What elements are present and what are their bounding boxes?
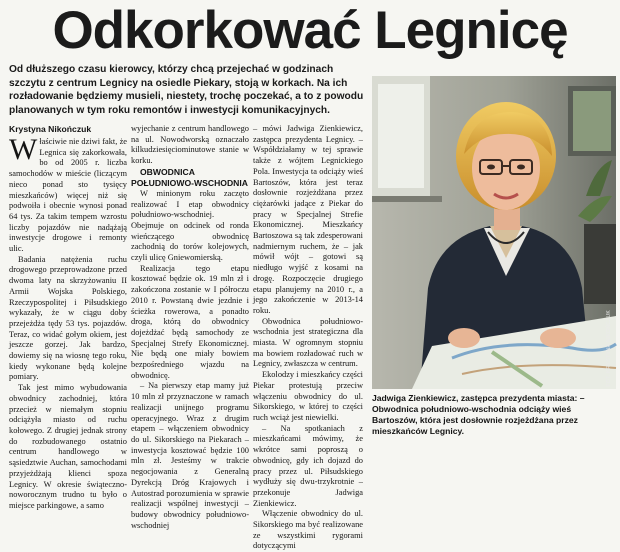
paragraph-9: Ekolodzy i mieszkańcy części Piekar protestują przeciw włączeniu obwodnicy do ul. Sikorskiego, w której to części ruch wciąż jest niewielki.: [253, 370, 363, 422]
paragraph-2: Badania natężenia ruchu drogowego przeprowadzone przed dwoma laty na skrzyżowaniu II Armii Wojska Polskiego, Rzeczypospolitej i Piłsudskiego wykazały, że w ciągu doby przejeżdża tędy 53 tys. pojazdów. Teraz, co widać gołym okiem, jest jeszcze gorzej. Jak bardzo, dowiemy się na wiosnę tego roku, kiedy wykonane będą kolejne pomiary.: [9, 254, 127, 382]
photo-caption: Jadwiga Zienkiewicz, zastępca prezydenta miasta: – Obwodnica południowo-wschodnia odciąży wieś Bartoszów, która jest dosłownie rozjeżdżana przez mieszkańców Legnicy.: [372, 393, 585, 436]
photo-credit: FOT. KRYSTYNA NIKOŃCZUK: [606, 310, 612, 387]
text-column-3: [253, 124, 363, 551]
paragraph-7: – mówi Jadwiga Zienkiewicz, zastępca prezydenta Legnicy. – Współdziałamy w tej sprawie także z wójtem Legnickiego Pola. Inwestycja ta odciąży wieś Bartoszów, która jest teraz dosłownie rozjeżdżana przez ciężarówki jadące z Piekar do pracy w Specjalnej Strefie Ekonomicznej. Mieszkańcy Bartoszowa są tak zdesperowani nadmiernym ruchem, że – jak mówił wójt – gotowi są niedługo wyjść z kosami na drogę. Rozpoczęcie drugiego etapu planujemy na 2010 r., a jego zakończenie w 2013-14 roku.: [253, 124, 363, 315]
headline: Odkorkować Legnicę: [52, 1, 568, 60]
paragraph-10: – Na spotkaniach z mieszkańcami mówimy, że wkrótce sami poproszą o obwodnicę, gdy ich dojazd do pracy przez ul. Piłsudskiego wydłuży się dwu-trzykrotnie – przekonuje Jadwiga Zienkiewicz.: [253, 423, 363, 508]
paragraph-3: Tak jest mimo wybudowania obwodnicy zachodniej, która przecież w niemałym stopniu odciążyła miasto od ruchu kołowego. Z drugiej jednak strony do rozbudowanego ostatnio centrum handlowego w sąsiedztwie Auchan, samochodami przyjeżdżają klienci spoza Legnicy. W okresie świąteczno-noworocznym trudno tu było o miejsce parkingowe, a samo: [9, 383, 127, 510]
paragraph-11: Włączenie obwodnicy do ul. Sikorskiego ma być realizowane ze wszystkimi rygorami dotyczącymi: [253, 509, 363, 551]
paragraph-continued: wyjechanie z centrum handlowego na ul. Nowodworską oznaczało kilkudziesięciominutowe stanie w korku.: [131, 124, 249, 166]
paragraph-1: [9, 133, 127, 255]
paragraph-5: Realizacja tego etapu kosztować będzie ok. 19 mln zł i zakończona zostanie w I półroczu 2010 r. Powstaną dwie jezdnie i ścieżka rowerowa, a ponadto droga, którą do obwodnicy dojeżdżać będą samochody ze Specjalnej Strefy Ekonomicznej. Nie będą one miały bowiem bezpośredniego wjazdu na obwodnicę.: [131, 263, 249, 380]
section-subhead: OBWODNICA POŁUDNIOWO-WSCHODNIA: [131, 166, 248, 188]
portrait-photo: [372, 76, 616, 389]
author-byline: Krystyna Nikończuk: [9, 124, 92, 134]
text-column-1: [9, 133, 127, 510]
portrait-illustration: [372, 76, 616, 389]
paragraph-8: Obwodnica południowo-wschodnia jest strategiczna dla miasta. W ogromnym stopniu ma bowiem rozładować ruch w Legnicy, zwłaszcza w centrum.: [253, 316, 363, 369]
drop-cap: W: [9, 133, 38, 166]
lead-paragraph: Od dłuższego czasu kierowcy, którzy chcą przejechać w godzinach szczytu z centrum Legnicy na osiedle Piekary, stoją w korkach. Na ich rozładowanie będziemy musieli, niestety, trochę poczekać, a to z powodu planowanych w tym roku remontów i inwestycji komunikacyjnych.: [9, 64, 364, 116]
paragraph-text: łaściwie nie dziwi fakt, że Legnica się zakorkowała, bo od 2005 r. liczba samochodów w mieście (liczącym nieco ponad sto tysięcy mieszkańców) więcej niż się podwoiła i obecnie wynosi ponad 64 tys. Za takim tempem wzrostu liczby pojazdów nie nadążają inwestycje drogowe i remonty ulic.: [9, 137, 127, 254]
paragraph-6: – Na pierwszy etap mamy już 10 mln zł przyznaczone w ramach realizacji unijnego programu operacyjnego. Wraz z drugim etapem – włączeniem obwodnicy do ul. Sikorskiego na Piekarach – inwestycja kosztować będzie 100 mln zł. Jesteśmy w trakcie negocjowania z Generalną Dyrekcją Dróg Krajowych i Autostrad porozumienia w sprawie realizacji wspólnej inwestycji – budowy obwodnicy południowo-wschodniej: [131, 381, 249, 530]
text-column-2: [131, 124, 249, 530]
paragraph-4: W minionym roku zaczęto realizować I etap obwodnicy południowo-wschodniej. Obejmuje on odcinek od ronda wieńczącego obwodnicę zachodnią do torów kolejowych, czyli ulicę Gniewomierską.: [131, 188, 249, 263]
